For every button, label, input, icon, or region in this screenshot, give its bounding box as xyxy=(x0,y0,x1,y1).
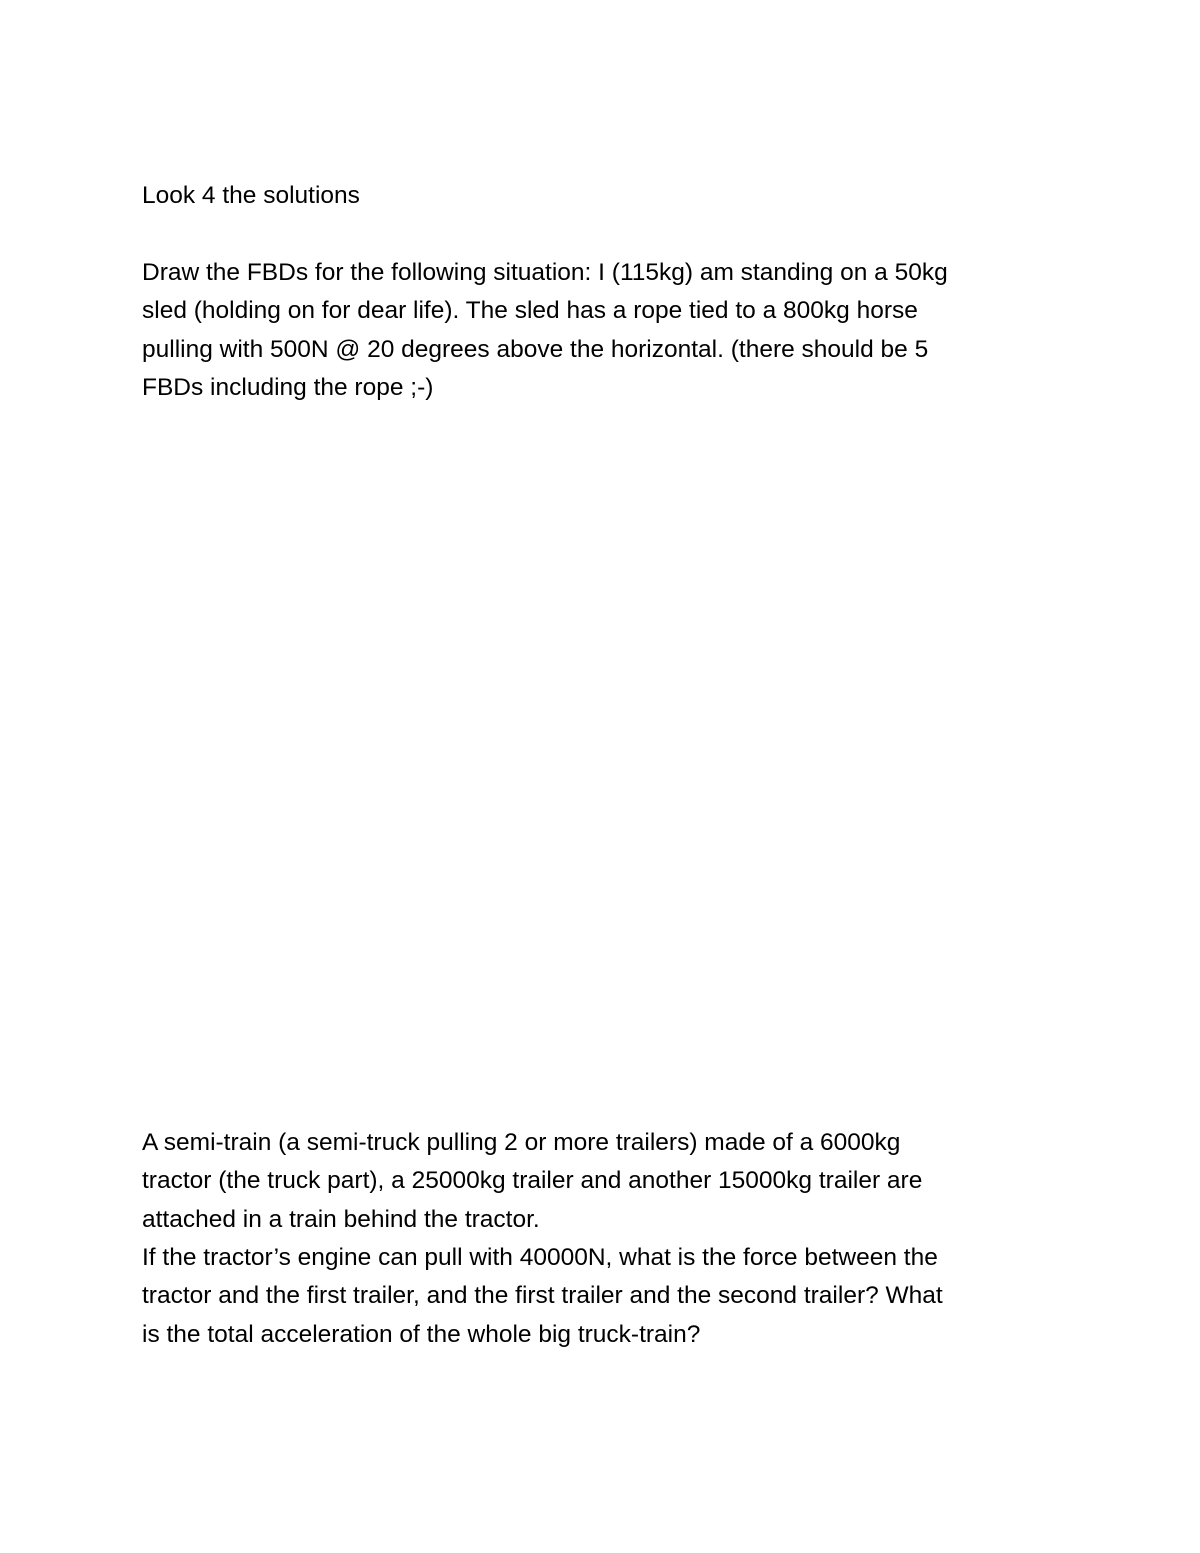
problem-2-setup: A semi-train (a semi-truck pulling 2 or more trailers) made of a 6000kg tractor (the truck part), a 25000kg trailer and another 15000kg trailer are attached in a train behind the tractor. xyxy=(142,1129,923,1233)
problem-2-question: If the tractor’s engine can pull with 40000N, what is the force between the tractor and the first trailer, and the first trailer and the second trailer? What is the total acceleration of the whole big truck-train? xyxy=(142,1244,943,1348)
problem-1-text: Draw the FBDs for the following situation: I (115kg) am standing on a 50kg sled (holding on for dear life). The sled has a rope tied to a 800kg horse pulling with 500N @ 20 degrees above the horizontal. (there should be 5 FBDs including the rope ;-) xyxy=(142,259,948,401)
page-heading: Look 4 the solutions xyxy=(142,182,360,209)
